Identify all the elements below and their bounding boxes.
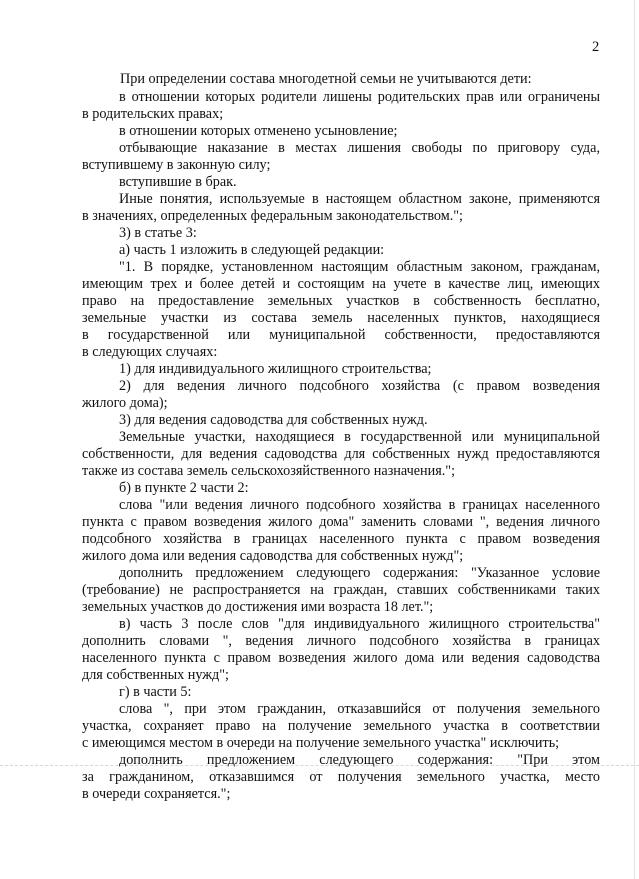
text-line: в родительских правах; (82, 106, 224, 122)
text-line: Иные понятия, используемые в настоящем областном законе, применяются (119, 191, 600, 207)
text-line: 1) для индивидуального жилищного строительства; (119, 361, 432, 377)
text-line: дополнить словами ", ведения личного подсобного хозяйства в границах (82, 633, 600, 649)
text-line: с имеющимся местом в очереди на получение земельного участка" исключить; (82, 735, 560, 751)
text-line: жилого дома); (82, 395, 168, 411)
text-line: населенного пункта с правом возведения жилого дома или ведения садоводства (82, 650, 600, 666)
text-line: в очереди сохраняется."; (82, 786, 231, 802)
page-number: 2 (592, 39, 600, 55)
text-line: земельные участки из состава земель населенных пунктов, находящиеся (82, 310, 600, 326)
text-line: отбывающие наказание в местах лишения свободы по приговору суда, (119, 140, 600, 156)
text-line: При определении состава многодетной семьи не учитываются дети: (120, 71, 532, 87)
text-line: слова "или ведения личного подсобного хозяйства в границах населенного (119, 497, 600, 513)
text-line: вступившему в законную силу; (82, 157, 271, 173)
scan-edge (634, 0, 635, 879)
text-line: имеющим трех и более детей и состоящим на учете в качестве лиц, имеющих (82, 276, 600, 292)
text-line: г) в части 5: (119, 684, 192, 700)
text-line: в государственной или муниципальной собственности, предоставляются (82, 327, 600, 343)
text-line: вступившие в брак. (119, 174, 237, 190)
text-line: подсобного хозяйства в границах населенного пункта с правом возведения (82, 531, 600, 547)
text-line: "1. В порядке, установленном настоящим областным законом, гражданам, (119, 259, 600, 275)
text-line: в значениях, определенных федеральным законодательством."; (82, 208, 463, 224)
text-line: в отношении которых отменено усыновление; (119, 123, 398, 139)
text-line: дополнить предложением следующего содержания: "Указанное условие (119, 565, 600, 581)
text-line: слова ", при этом гражданин, отказавшийся от получения земельного (119, 701, 600, 717)
text-line: участка, сохраняет право на получение земельного участка в соответствии (82, 718, 600, 734)
text-line: 2) для ведения личного подсобного хозяйства (с правом возведения (119, 378, 600, 394)
text-line: жилого дома или ведения садоводства для собственных нужд"; (82, 548, 464, 564)
text-line: собственности, для ведения садоводства для собственных нужд предоставляются (82, 446, 600, 462)
text-line: Земельные участки, находящиеся в государственной или муниципальной (119, 429, 600, 445)
text-line: пункта с правом возведения жилого дома" заменить словами ", ведения личного (82, 514, 600, 530)
text-line: за гражданином, отказавшимся от получения земельного участка, место (82, 769, 600, 785)
text-line: в) часть 3 после слов "для индивидуального жилищного строительства" (119, 616, 600, 632)
text-line: для собственных нужд"; (82, 667, 230, 683)
text-line: право на предоставление земельных участков в собственность бесплатно, (82, 293, 600, 309)
text-line: также из состава земель сельскохозяйственного назначения."; (82, 463, 456, 479)
text-line: 3) в статье 3: (119, 225, 197, 241)
text-line: 3) для ведения садоводства для собственных нужд. (119, 412, 428, 428)
text-line: дополнить предложением следующего содержания: "При этом (119, 752, 600, 768)
text-line: в следующих случаях: (82, 344, 218, 360)
text-line: в отношении которых родители лишены родительских прав или ограничены (119, 89, 600, 105)
text-line: земельных участков до достижения ими возраста 18 лет."; (82, 599, 434, 615)
text-line: б) в пункте 2 части 2: (119, 480, 249, 496)
text-line: а) часть 1 изложить в следующей редакции: (119, 242, 385, 258)
text-line: (требование) не распространяется на граждан, ставших собственниками таких (82, 582, 600, 598)
